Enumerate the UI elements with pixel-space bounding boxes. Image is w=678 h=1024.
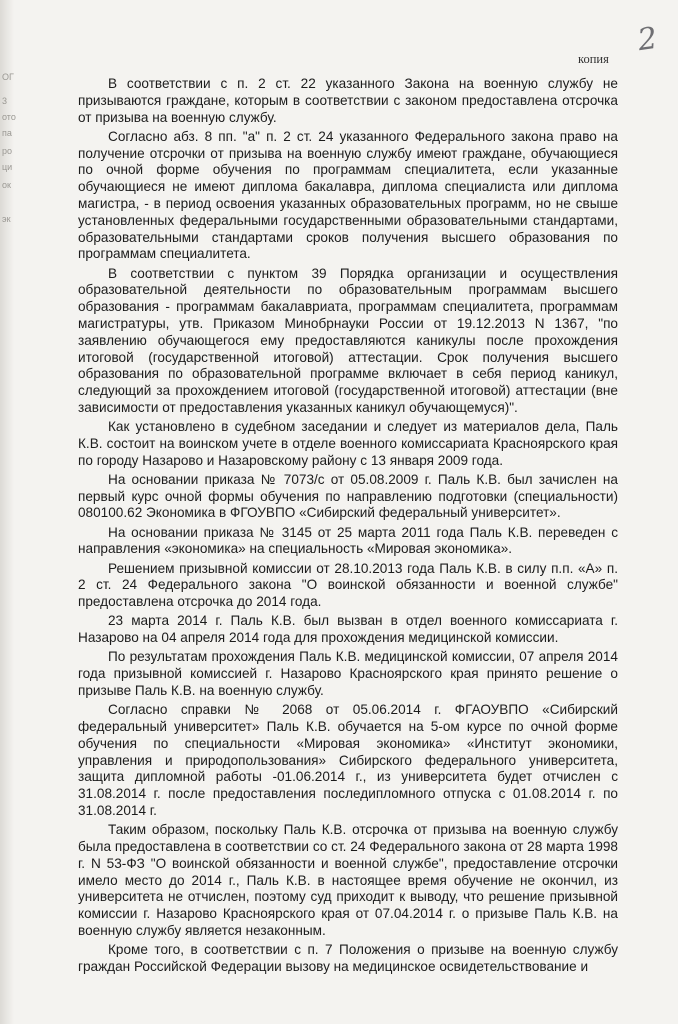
paragraph-summons: 23 марта 2014 г. Паль К.В. был вызван в отдел военного комиссариата г. Назарово на 04 апреля 2014 года для прохождения медицинской комиссии. (78, 613, 618, 646)
edge-mark: 3 (2, 96, 8, 106)
copy-label: копия (578, 52, 609, 66)
scan-left-edge (0, 0, 14, 1024)
paragraph-commission-deferment: Решением призывной комиссии от 28.10.2013 года Паль К.В. в силу п.п. «А» п. 2 ст. 24 Федерального закона "О воинской обязанности и военной службе" предоставлена отсрочка до 2014 года. (78, 560, 618, 610)
edge-mark: ок (2, 180, 11, 190)
paragraph-enrollment-order: На основании приказа № 7073/с от 05.08.2009 г. Паль К.В. был зачислен на первый курс очной формы обучения по направлению подготовки (специальности) 080100.62 Экономика в ФГОУВПО «Сибирский федеральный университет». (78, 471, 618, 521)
paragraph-court-conclusion: Таким образом, поскольку Паль К.В. отсрочка от призыва на военную службу была предоставлена в соответствии со ст. 24 Федерального закона от 28 марта 1998 г. N 53-ФЗ "О воинской обязанности и военной службе", предоставление отсрочки имело место до 2014 г., Паль К.В. в настоящее время обучение не окончил, из университета не отчислен, поэтому суд приходит к выводу, что решение призывной комиссии г. Назарово Красноярского края от 07.04.2014 г. о призыве Паль К.В. на военную службу является незаконным. (78, 822, 618, 938)
paragraph-military-registration: Как установлено в судебном заседании и следует из материалов дела, Паль К.В. состоит на воинском учете в отделе военного комиссариата Красноярского края по городу Назарово и Назаровскому району с 13 января 2009 года. (78, 419, 618, 468)
paragraph-exemption-rule: В соответствии с п. 2 ст. 22 указанного Закона на военную службу не призываются граждане, которым в соответствии с законом предоставлена отсрочка от призыва на военную службу. (78, 76, 618, 125)
edge-mark: ОГ (2, 72, 14, 82)
paragraph-regulation-clause-7: Кроме того, в соответствии с п. 7 Положения о призыве на военную службу граждан Российской Федерации вызову на медицинское освидетельствование и (78, 942, 618, 974)
paragraph-transfer-order: На основании приказа № 3145 от 25 марта 2011 года Паль К.В. переведен с направления «экономика» на специальность «Мировая экономика». (78, 524, 618, 557)
edge-mark: па (2, 128, 12, 138)
edge-mark: ро (2, 146, 13, 156)
handwritten-page-number: 2 (635, 20, 660, 59)
edge-mark: ото (2, 112, 16, 122)
edge-mark: ци (2, 162, 13, 172)
document-body (78, 76, 618, 978)
paragraph-order-clause-39: В соответствии с пунктом 39 Порядка организации и осуществления образовательной деятельности по образовательным программам высшего образования - программам бакалавриата, программам специалитета, программам магистратуры, утв. Приказом Минобрнауки России от 19.12.2013 N 1367, "по заявлению обучающегося ему предоставляются каникулы после прохождения итоговой (государственной итоговой) аттестации. Срок получения высшего образования по образовательной программе включает в себя период каникул, следующий за прохождением итоговой (государственной итоговой) аттестации (вне зависимости от предоставления указанных каникул обучающемуся)". (78, 265, 618, 415)
paragraph-deferment-right: Согласно абз. 8 пп. "а" п. 2 ст. 24 указанного Федерального закона право на получение отсрочки от призыва на военную службу имеют граждане, обучающиеся по очной форме обучения по программам специалитета, если указанные обучающиеся не имеют диплома бакалавра, диплома специалиста или диплома магистра, - в период освоения указанных образовательных программ, но не свыше установленных федеральными государственными образовательными стандартами, образовательными стандартами сроков получения высшего образования по программам специалитета. (78, 128, 618, 262)
paragraph-conscription-decision: По результатам прохождения Паль К.В. медицинской комиссии, 07 апреля 2014 года призывной комиссией г. Назарово Красноярского края принято решение о призыве Паль К.В. на военную службу. (78, 649, 618, 699)
edge-mark: эк (2, 214, 11, 224)
paragraph-university-certificate: Согласно справки № 2068 от 05.06.2014 г. ФГАОУВПО «Сибирский федеральный университет» Паль К.В. обучается на 5-ом курсе по очной форме обучения по специальности «Мировая экономика» «Институт экономики, управления и природопользования» Сибирского федерального университета, защита дипломной работы -01.06.2014 г., из университета будет отчислен с 31.08.2014 г. после предоставления последипломного отпуска с 01.08.2014 г. по 31.08.2014 г. (78, 702, 618, 818)
